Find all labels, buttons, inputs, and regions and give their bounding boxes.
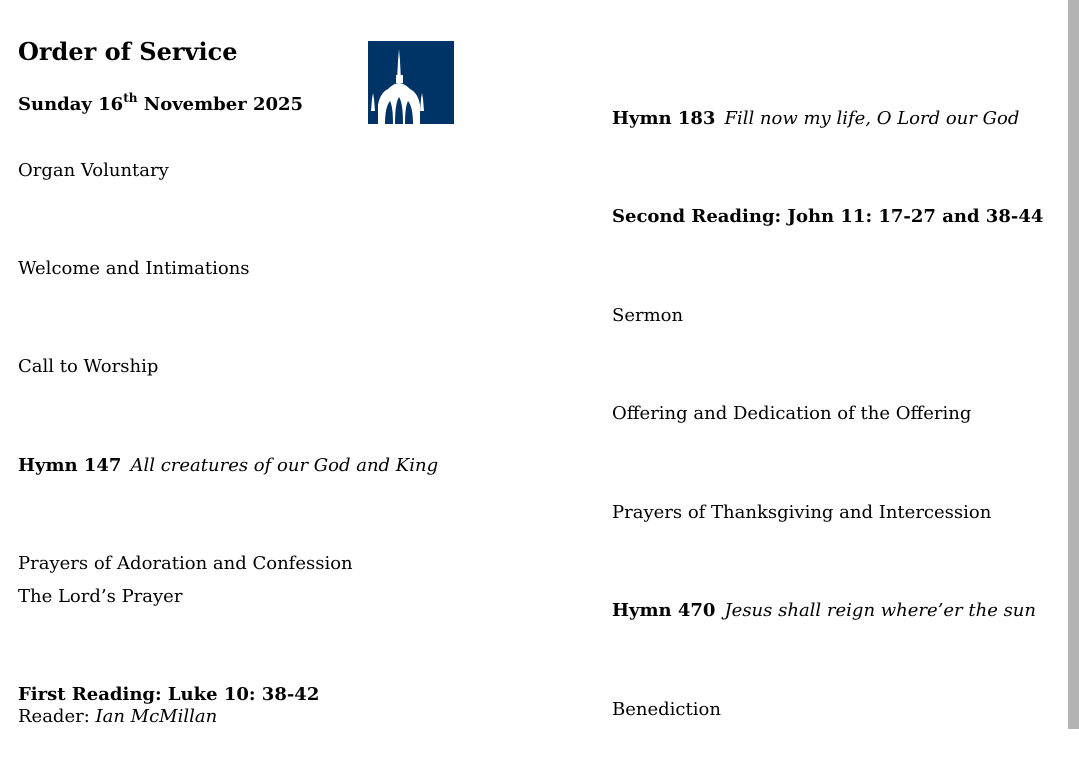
page-title: Order of Service [18, 37, 238, 66]
hymn-147 [18, 455, 438, 477]
reader-label: Reader: [18, 706, 96, 727]
reader-line [18, 706, 217, 728]
second-reading: Second Reading: John 11: 17-27 and 38-44 [612, 206, 1044, 227]
offering-dedication: Offering and Dedication of the Offering [612, 403, 972, 424]
vertical-scrollbar[interactable] [1068, 0, 1079, 729]
hymn-470-title: Jesus shall reign where’er the sun [724, 600, 1036, 621]
hymn-183-number: Hymn 183 [612, 108, 716, 129]
church-spire-icon [368, 41, 454, 124]
prayers-thanksgiving-intercession: Prayers of Thanksgiving and Intercession [612, 502, 992, 523]
date-rest: November 2025 [137, 94, 304, 115]
welcome-intimations: Welcome and Intimations [18, 258, 250, 279]
hymn-470 [612, 600, 1036, 622]
hymn-147-title: All creatures of our God and King [130, 455, 439, 476]
hymn-183-title: Fill now my life, O Lord our God [724, 108, 1020, 129]
benediction: Benediction [612, 699, 721, 720]
first-reading: First Reading: Luke 10: 38-42 [18, 684, 320, 705]
call-to-worship: Call to Worship [18, 356, 159, 377]
hymn-147-number: Hymn 147 [18, 455, 122, 476]
date-prefix: Sunday 16 [18, 94, 124, 115]
church-logo-graphic [368, 41, 454, 124]
reader-name: Ian McMillan [95, 706, 218, 727]
lords-prayer: The Lord’s Prayer [18, 586, 183, 607]
hymn-183 [612, 108, 1019, 130]
organ-voluntary: Organ Voluntary [18, 160, 169, 181]
hymn-470-number: Hymn 470 [612, 600, 716, 621]
sermon: Sermon [612, 305, 684, 326]
date-suffix: th [123, 91, 138, 105]
prayers-adoration-confession: Prayers of Adoration and Confession [18, 553, 353, 574]
scrollbar-end [1068, 729, 1079, 763]
service-date [18, 91, 304, 116]
